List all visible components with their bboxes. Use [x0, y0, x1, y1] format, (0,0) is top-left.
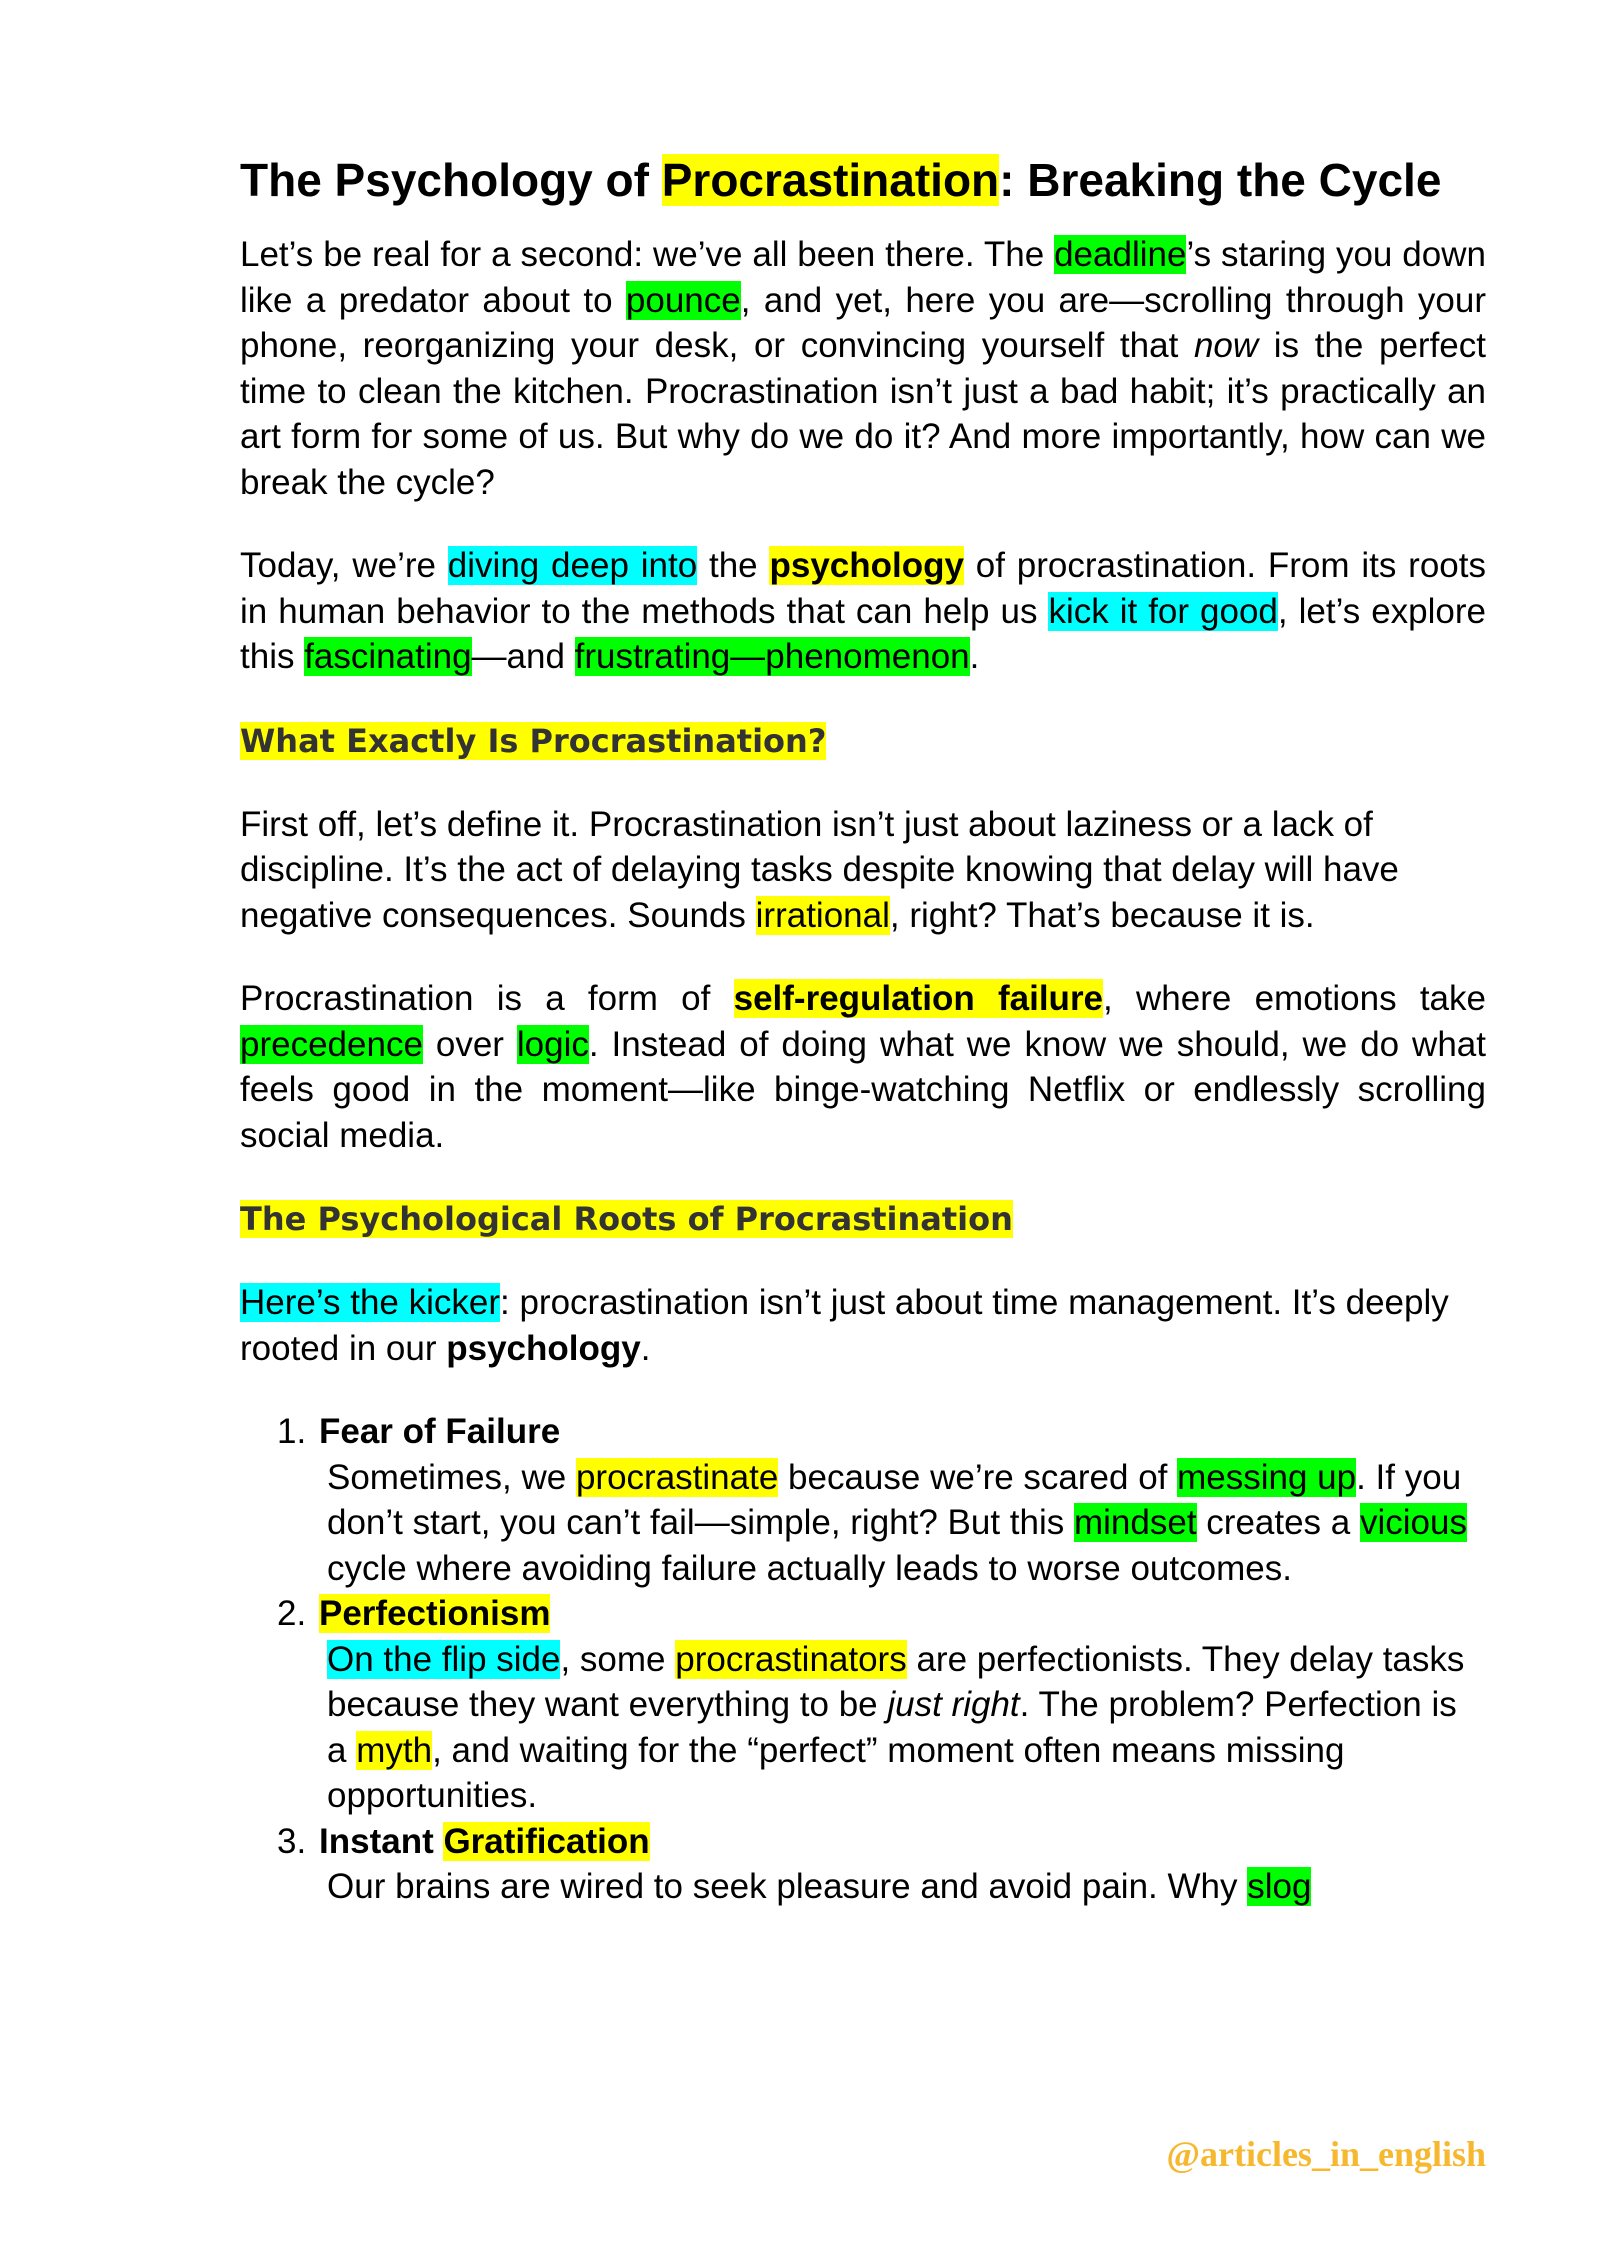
highlight-messing-up: messing up [1177, 1457, 1357, 1497]
section1-paragraph-2 [240, 976, 1486, 1158]
highlight-procrastinators: procrastinators [675, 1639, 907, 1679]
page-title [240, 150, 1486, 210]
section-heading-roots [240, 1196, 1486, 1242]
section-heading-text: What Exactly Is Procrastination? [240, 721, 827, 760]
list-item-text [327, 1455, 1477, 1592]
text: Today, we’re [240, 546, 448, 585]
text: over [422, 1024, 517, 1064]
highlight-deadline: deadline [1054, 235, 1187, 274]
section2-paragraph-1 [240, 1280, 1486, 1371]
text: Instant [319, 1821, 444, 1861]
list-number: 2. [277, 1594, 307, 1633]
list-item-title [319, 1819, 1486, 1865]
intro-paragraph-2 [240, 543, 1486, 680]
highlight-myth: myth [356, 1730, 433, 1770]
text: Procrastination is a form of [240, 979, 734, 1018]
text: , and yet, here you are—scrolling through your phone, reorganizing your desk, or convincing yourself that [240, 280, 1486, 365]
section-heading-text: The Psychological Roots of Procrastination [240, 1200, 1013, 1238]
highlight-kick-it-for-good: kick it for good [1048, 591, 1278, 631]
emphasis-now: now [1193, 326, 1259, 365]
text: —and [471, 637, 575, 676]
text: Our brains are wired to seek pleasure and avoid pain. Why [327, 1867, 1248, 1906]
highlight-mindset: mindset [1074, 1503, 1197, 1542]
list-item-title: Fear of Failure [319, 1412, 561, 1451]
text: . [969, 637, 980, 676]
list-item [240, 1819, 1486, 1910]
section-heading-what-is [240, 718, 1486, 764]
text: creates a [1196, 1503, 1360, 1542]
highlight-psychology: psychology [769, 546, 964, 585]
highlight-heres-the-kicker: Here’s the kicker [240, 1283, 501, 1322]
text: . Instead of doing what we know we should, we do what feels good in the moment—like binge-watching Netflix or endlessly scrolling social media. [240, 1024, 1486, 1155]
highlight-self-regulation-failure: self-regulation failure [733, 979, 1104, 1018]
document-page [240, 150, 1486, 1910]
highlight-logic: logic [516, 1024, 589, 1064]
highlight-vicious: vicious [1359, 1503, 1467, 1542]
highlight-precedence: precedence [240, 1024, 423, 1064]
list-number: 3. [277, 1821, 307, 1861]
list-item-text [327, 1637, 1477, 1819]
watermark: @articles_in_english [1166, 2134, 1486, 2174]
highlight-on-the-flip-side: On the flip side [327, 1639, 561, 1679]
roots-list [240, 1409, 1486, 1910]
list-number: 1. [277, 1412, 307, 1451]
text: — [730, 637, 766, 676]
text: cycle where avoiding failure actually leads to worse outcomes. [327, 1548, 1292, 1588]
title-prefix: The Psychology of [240, 154, 662, 206]
emphasis-just-right: just right [887, 1685, 1020, 1724]
text: is the perfect time to clean the kitchen. Procrastination isn’t just a bad habit; it’s practically an art form for some of us. But why do we do it? And more importantly, how can we break the cycle? [240, 326, 1486, 502]
text: ’s staring you down like a predator about to [240, 235, 1486, 320]
text: . The problem? Perfection is a [327, 1685, 1457, 1770]
list-item-title [319, 1591, 1486, 1637]
text: of procrastination. From its roots in human behavior to the methods that can help us [240, 546, 1486, 631]
list-item [240, 1591, 1486, 1819]
highlight-pounce: pounce [625, 280, 741, 320]
list-item [240, 1409, 1486, 1591]
highlight-diving-deep-into: diving deep into [447, 546, 698, 585]
highlight-procrastinate: procrastinate [575, 1457, 779, 1497]
highlight-fascinating: fascinating [304, 637, 472, 676]
text: : procrastination isn’t just about time management. It’s deeply rooted in our [240, 1283, 1449, 1368]
text: . [640, 1328, 651, 1368]
title-suffix: : Breaking the Cycle [999, 154, 1442, 206]
text: , right? That’s because it is. [889, 895, 1315, 935]
text: , and waiting for the “perfect” moment often means missing opportunities. [327, 1730, 1345, 1815]
text: First off, let’s define it. Procrastination isn’t just about laziness or a lack of discipline. It’s the act of delaying tasks despite knowing that delay will have negative consequences. Sounds [240, 804, 1399, 935]
highlight-perfectionism: Perfectionism [319, 1594, 551, 1633]
text: Sometimes, we [327, 1457, 576, 1497]
text: because we’re scared of [778, 1457, 1178, 1497]
text: , where emotions take [1103, 979, 1486, 1018]
highlight-frustrating: frustrating [574, 637, 731, 676]
title-highlight: Procrastination [661, 154, 1000, 206]
section1-paragraph-1 [240, 802, 1486, 939]
highlight-phenomenon: phenomenon [765, 637, 970, 676]
text: , some [560, 1639, 676, 1679]
bold-psychology: psychology [446, 1328, 641, 1368]
text: Let’s be real for a second: we’ve all been there. The [240, 235, 1055, 274]
text: are perfectionists. They delay tasks because they want everything to be [327, 1639, 1465, 1724]
text: , let’s explore this [240, 591, 1486, 676]
highlight-slog: slog [1247, 1867, 1312, 1906]
text: the [697, 546, 770, 585]
highlight-irrational: irrational [755, 895, 890, 935]
highlight-gratification: Gratification [443, 1821, 650, 1861]
intro-paragraph-1 [240, 232, 1486, 505]
text: . If you don’t start, you can’t fail—simple, right? But this [327, 1457, 1462, 1542]
list-item-text [327, 1864, 1477, 1910]
